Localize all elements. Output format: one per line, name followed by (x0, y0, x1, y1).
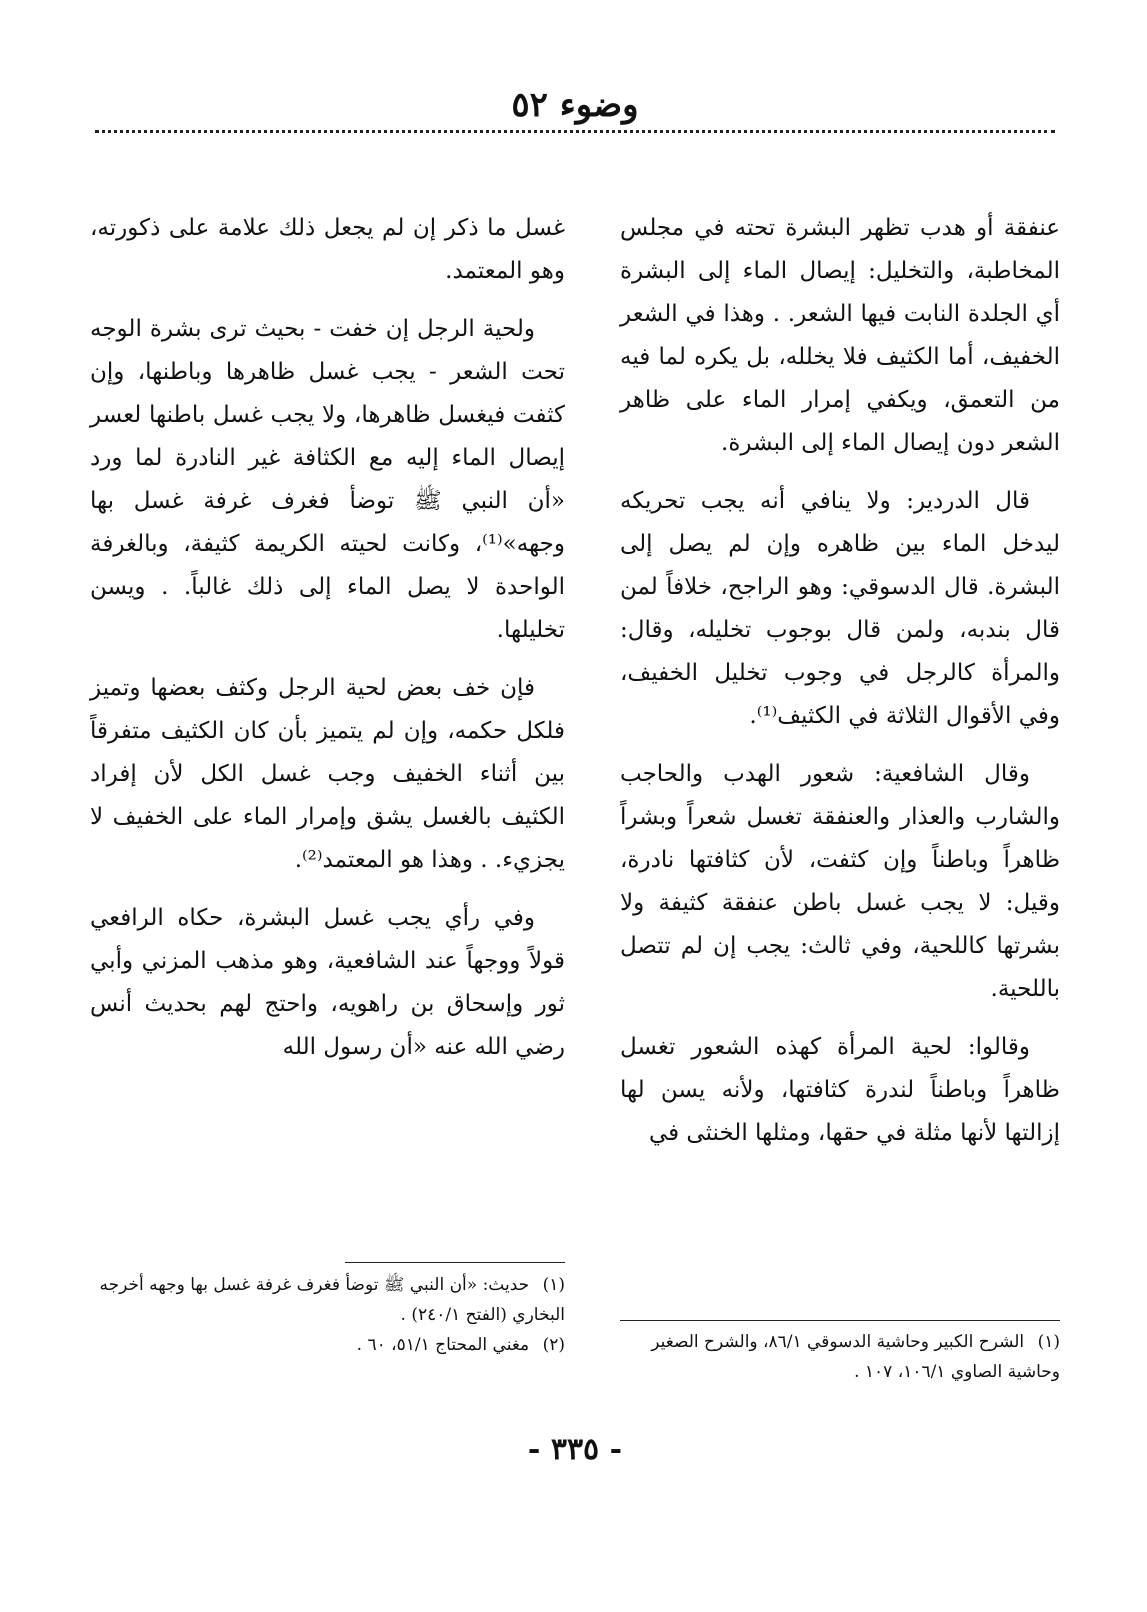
header-title: وضوء ٥٢ (511, 85, 639, 125)
footnote-text: حديث: «أن النبي ﷺ توضأ فغرف غرفة غسل بها وجهه أخرجه البخاري (الفتح ٢٤٠/١) . (99, 1275, 565, 1325)
right-footnotes (620, 1327, 1060, 1387)
right-footnote-rule (620, 1320, 1060, 1321)
header-dotted-rule (95, 130, 1055, 133)
footnote-item (90, 1270, 565, 1330)
page-header (95, 80, 1055, 130)
left-paragraph-2: ولحية الرجل إن خفت - بحيث ترى بشرة الوجه تحت الشعر - يجب غسل ظاهرها وباطنها، وإن كثفت فيغسل ظاهرها، ولا يجب غسل باطنها لعسر إيصال الماء إليه مع الكثافة غير النادرة لما ورد «أن النبي ﷺ توضأ فغرف غرفة غسل بها وجهه»⁽¹⁾، وكانت لحيته الكريمة كثيفة، وبالغرفة الواحدة لا يصل الماء إلى ذلك غالباً. . ويسن تخليلها. (90, 316, 565, 643)
left-footnotes (90, 1270, 565, 1360)
right-paragraph-1: عنفقة أو هدب تظهر البشرة تحته في مجلس المخاطبة، والتخليل: إيصال الماء إلى البشرة أي الجلدة النابت فيها الشعر. . وهذا في الشعر الخفيف، أما الكثيف فلا يخلله، بل يكره لما فيه من التعمق، ويكفي إمرار الماء على ظاهر الشعر دون إيصال الماء إلى البشرة. (620, 215, 1060, 456)
right-paragraph-4: وقالوا: لحية المرأة كهذه الشعور تغسل ظاهراً وباطناً لندرة كثافتها، ولأنه يسن لها إزالتها لأنها مثلة في حقها، ومثلها الخنثى في (620, 1034, 1060, 1146)
left-paragraph-3: فإن خف بعض لحية الرجل وكثف بعضها وتميز فلكل حكمه، وإن لم يتميز بأن كان الكثيف متفرقاً بين أثناء الخفيف وجب غسل الكل لأن إفراد الكثيف بالغسل يشق وإمرار الماء على الخفيف لا يجزيء. . وهذا هو المعتمد⁽²⁾. (90, 675, 565, 873)
left-paragraph-4: وفي رأي يجب غسل البشرة، حكاه الرافعي قولاً ووجهاً عند الشافعية، وهو مذهب المزني وأبي ثور وإسحاق بن راهويه، واحتج لهم بحديث أنس رضي الله عنه «أن رسول الله (90, 905, 565, 1060)
footnote-number: (١) (542, 1275, 565, 1295)
footnote-item (90, 1330, 565, 1360)
footnote-item (620, 1327, 1060, 1387)
right-paragraph-3: وقال الشافعية: شعور الهدب والحاجب والشارب والعذار والعنفقة تغسل شعراً وبشراً ظاهراً وباطناً وإن كثفت، لأن كثافتها نادرة، وقيل: لا يجب غسل باطن عنفقة كثيفة ولا بشرتها كاللحية، وفي ثالث: يجب إن لم تتصل باللحية. (620, 761, 1060, 1002)
right-paragraph-2: قال الدردير: ولا ينافي أنه يجب تحريكه ليدخل الماء بين ظاهره وإن لم يصل إلى البشرة. قال الدسوقي: وهو الراجح، خلافاً لمن قال بندبه، ولمن قال بوجوب تخليله، وقال: والمرأة كالرجل في وجوب تخليل الخفيف، وفي الأقوال الثلاثة في الكثيف⁽¹⁾. (620, 488, 1060, 729)
left-footnote-rule (345, 1262, 565, 1263)
footnote-text: مغني المحتاج ٥١/١، ٦٠ . (356, 1335, 530, 1355)
footnote-text: الشرح الكبير وحاشية الدسوقي ٨٦/١، والشرح الصغير وحاشية الصاوي ١٠٦/١، ١٠٧ . (651, 1332, 1060, 1382)
left-paragraph-1: غسل ما ذكر إن لم يجعل ذلك علامة على ذكورته، وهو المعتمد. (90, 215, 565, 284)
footnote-number: (١) (1037, 1332, 1060, 1352)
page-number: - ٣٣٥ - (527, 1432, 623, 1467)
footnote-number: (٢) (542, 1335, 565, 1355)
left-column (90, 207, 565, 1084)
right-column (620, 207, 1060, 1170)
